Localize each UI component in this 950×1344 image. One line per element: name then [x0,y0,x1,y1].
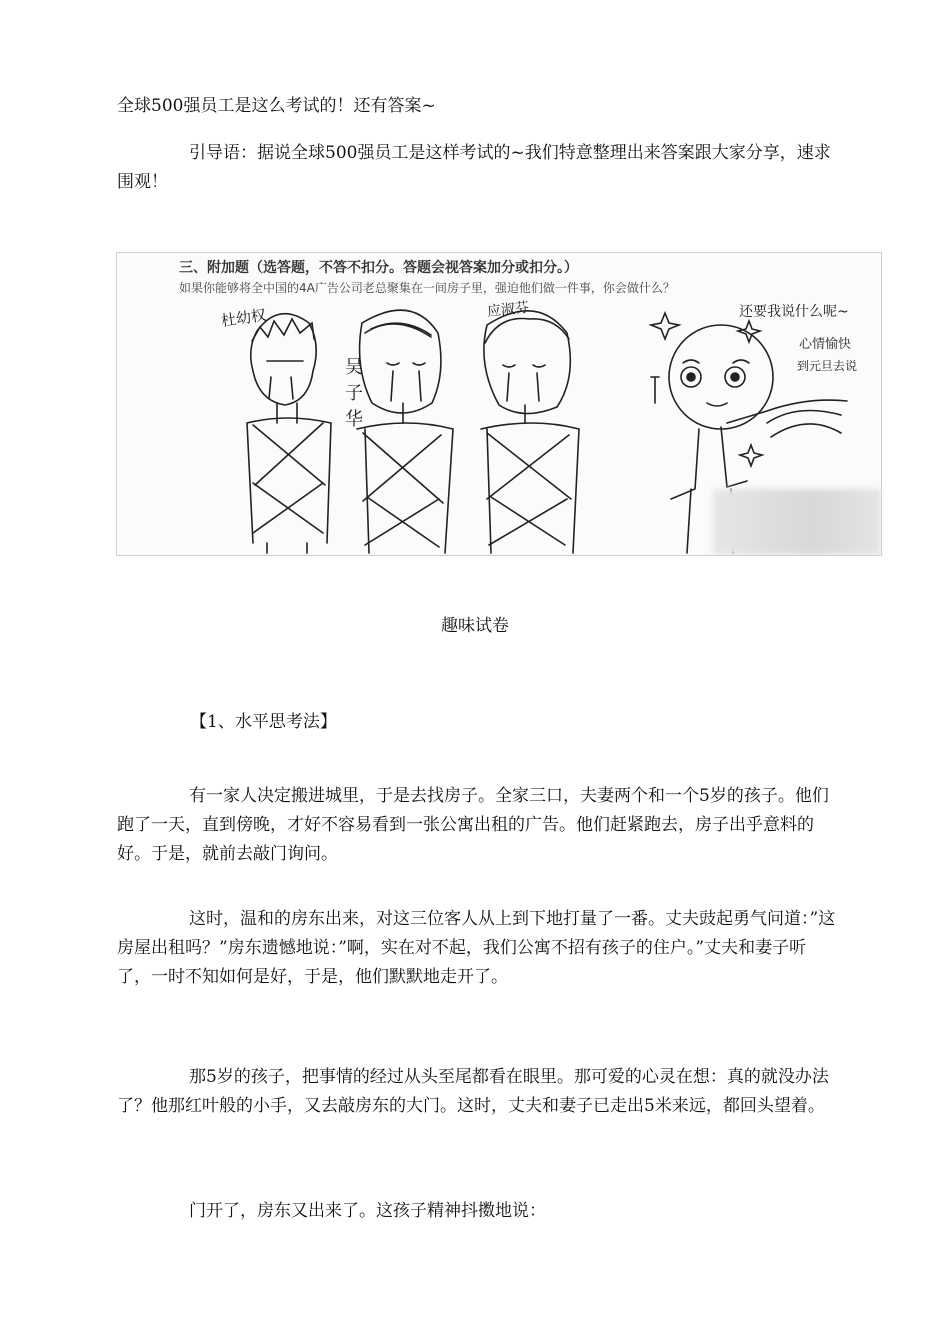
handwritten-name-right: 应淑芬 [486,299,530,321]
section-heading: 【1、水平思考法】 [190,712,337,732]
story-paragraph-2: 这时，温和的房东出来，对这三位客人从上到下地打量了一番。丈夫豉起勇气问道：”这房屋出租吗？”房东遗憾地说：”啊，实在对不起，我们公寓不招有孩子的住户。”丈夫和妻子听了，一时不知如何是好，于是，他们默默地走开了。 [117,909,836,987]
handwritten-speech-line3: 到元旦去说 [797,359,858,373]
intro-paragraph: 引导语：据说全球500强员工是这样考试的~我们特意整理出来答案跟大家分享，速求围观！ [117,143,831,192]
exam-question-heading: 三、附加题（选答题，不答不扣分。答题会视答案加分或扣分。） [179,260,578,276]
image-caption: 趣味试卷 [441,616,509,636]
watermark-blur [713,489,881,555]
story-paragraph-4: 门开了，房东又出来了。这孩子精神抖擞地说： [189,1201,546,1221]
sketch-person-left [247,314,331,553]
handwritten-name-middle: 吴子华 [345,357,363,430]
handwritten-speech-line1: 还要我说什么呢~ [739,304,849,320]
handwritten-speech-line2: 心情愉快 [799,337,852,352]
exam-question-text: 如果你能够将全中国的4A广告公司老总聚集在一间房子里，强迫他们做一件事，你会做什么？ [179,281,675,295]
exam-sketch-image [116,252,882,556]
sketch-person-middle [357,310,453,553]
story-paragraph-3: 那5岁的孩子，把事情的经过从头至尾都看在眼里。那可爱的心灵在想：真的就没办法了？他那红叶般的小手，又去敲房东的大门。这时，丈夫和妻子已走出5米来远，都回头望着。 [117,1067,829,1116]
sketch-person-right [481,311,579,553]
article-title: 全球500强员工是这么考试的！还有答案~ [117,96,436,116]
handwritten-name-left: 杜幼权 [220,305,268,331]
story-paragraph-1: 有一家人决定搬进城里，于是去找房子。全家三口，夫妻两个和一个5岁的孩子。他们跑了一天，直到傍晚，才好不容易看到一张公寓出租的广告。他们赶紧跑去，房子出乎意料的好。于是，就前去敲门询问。 [117,786,829,864]
